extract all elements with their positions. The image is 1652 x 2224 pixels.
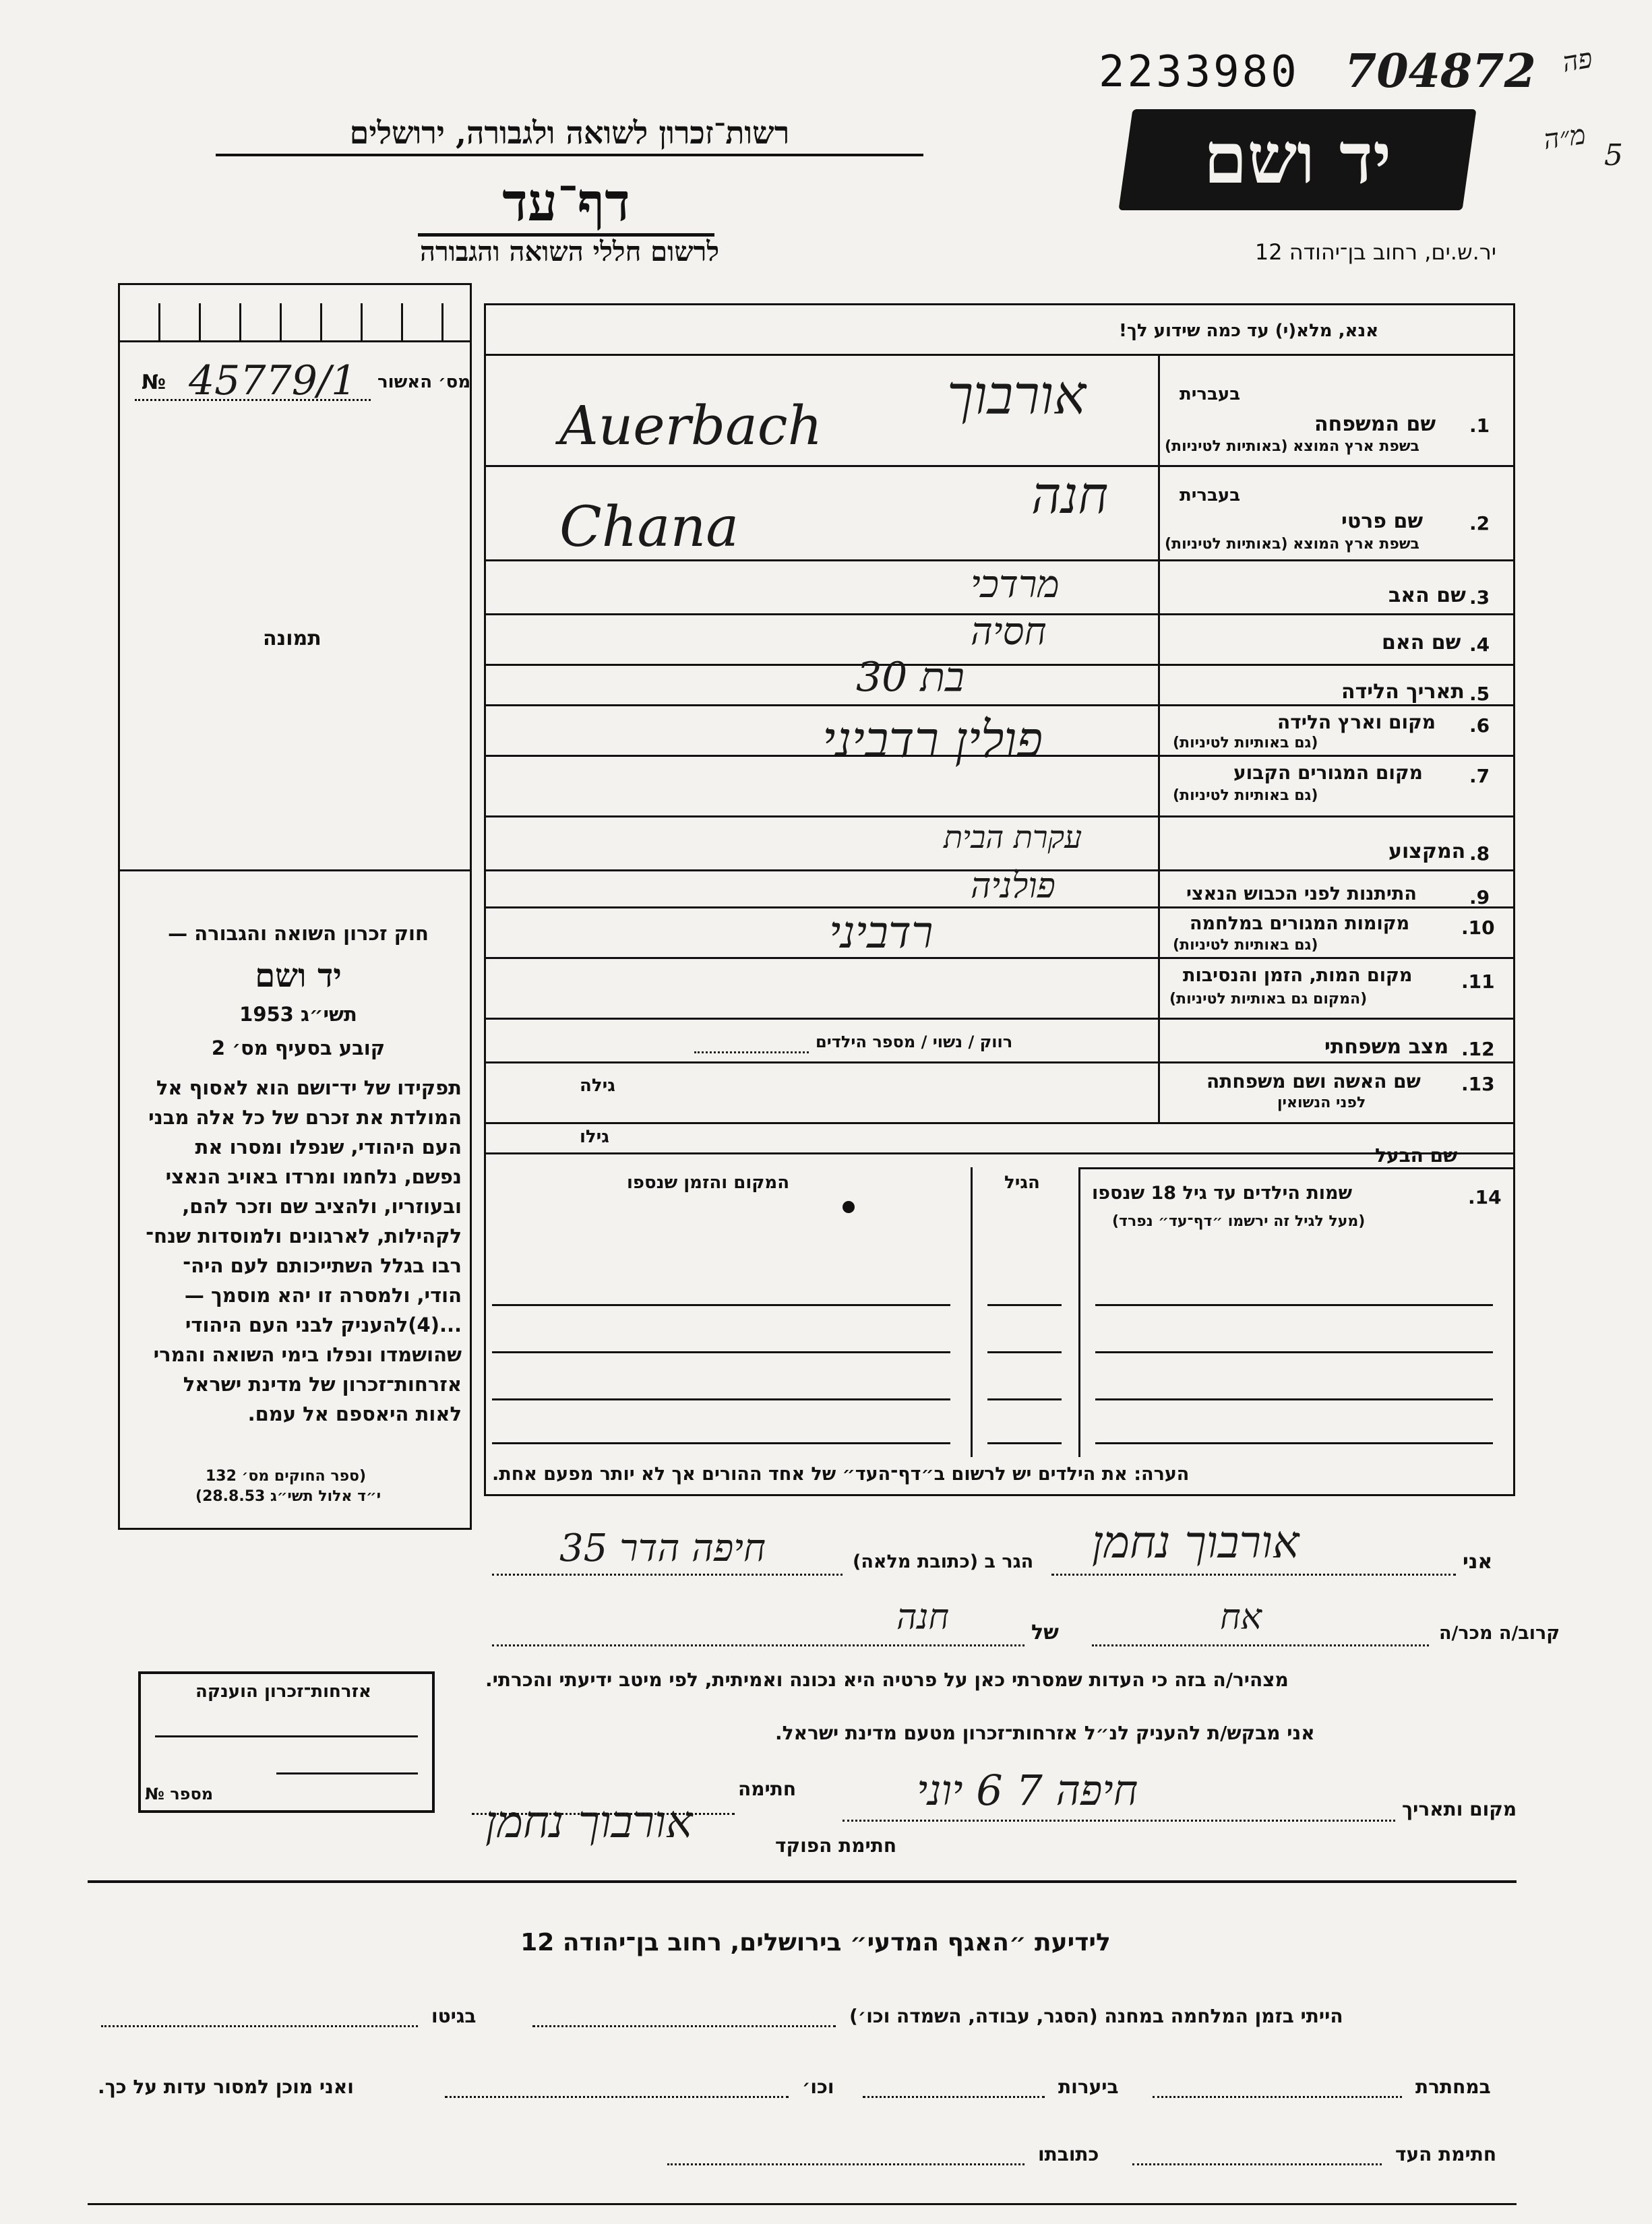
place-date-value: חיפה 7 6 יוני bbox=[917, 1766, 1138, 1815]
prewar-label: התיתנות לפני הכבוש הנאצי bbox=[1186, 884, 1417, 904]
field-number: 8. bbox=[1469, 842, 1490, 865]
child-row-line bbox=[492, 1351, 950, 1353]
age-label: גילה bbox=[580, 1076, 615, 1096]
bottom-line2-a: במחתרת bbox=[1415, 2076, 1491, 2098]
row-divider bbox=[484, 1122, 1515, 1124]
prewar-value: פולניה bbox=[971, 866, 1056, 906]
approval-ticks bbox=[118, 303, 472, 344]
fill-line bbox=[532, 2025, 836, 2027]
photo-label: תמונה bbox=[263, 627, 322, 650]
bottom-line1-a: הייתי בזמן המלחמה במחנה (הסגר, עבודה, השמדה וכו׳) bbox=[849, 2005, 1343, 2027]
handwritten-number: 704872 bbox=[1345, 44, 1536, 98]
bottom-line3-b: כתובתו bbox=[1038, 2143, 1099, 2165]
instruction-divider bbox=[484, 354, 1515, 356]
logo-text: יד ושם bbox=[1203, 117, 1392, 199]
row-divider bbox=[484, 465, 1515, 467]
child-row-line bbox=[492, 1304, 950, 1306]
children-label: שמות הילדים עד גיל 18 שנספו bbox=[1092, 1183, 1353, 1204]
corner-note-1: פה bbox=[1560, 42, 1595, 79]
child-row-line bbox=[1095, 1398, 1493, 1400]
bottom-title: לידיעת ״האגף המדעי״ בירושלים, רחוב בן־יהודה 12 bbox=[520, 1929, 1111, 1956]
row-divider bbox=[484, 1018, 1515, 1020]
bottom-line2-b: ביערות bbox=[1058, 2076, 1119, 2098]
law-line: לאות היאספם אל עמם. bbox=[247, 1402, 462, 1425]
corner-note-2: מ״ה bbox=[1541, 119, 1588, 156]
row-divider bbox=[484, 755, 1515, 757]
approval-number: 45779/1 bbox=[189, 357, 357, 404]
org-title: רשות־זכרון לשואה ולגבורה, ירושלים bbox=[216, 115, 923, 156]
form-instruction: אנא, מלא(י) עד כמה שידוע לך! bbox=[1119, 321, 1379, 341]
bottom-line2-d: ואני מוכן למסור עדות על כך. bbox=[98, 2076, 354, 2098]
fill-line bbox=[863, 2096, 1045, 2098]
approval-label: מס׳ האשור bbox=[377, 372, 471, 392]
mother-name-value: חסיה bbox=[971, 610, 1047, 654]
law-line: לקהילות, לארגונים ולמוסדות שנח־ bbox=[146, 1225, 462, 1247]
bottom-line2-c: וכו׳ bbox=[802, 2076, 834, 2098]
law-line: הודי, ולמסרה זו יהא מוסמך — bbox=[184, 1284, 462, 1307]
marital-options: רווק / נשוי / מספר הילדים bbox=[816, 1032, 1013, 1051]
row-divider bbox=[1078, 1167, 1515, 1169]
wartime-residence-label: מקומות המגורים במלחמה bbox=[1190, 913, 1410, 934]
children-col-age: הגיל bbox=[1004, 1173, 1040, 1193]
children-col-place: המקום והזמן שנספו bbox=[627, 1173, 790, 1193]
of-label: של bbox=[1031, 1621, 1059, 1644]
law-year: תשי״ג 1953 bbox=[239, 1003, 357, 1026]
law-title: חוק זכרון השואה והגבורה — bbox=[168, 922, 429, 945]
stamp-line bbox=[155, 1735, 418, 1737]
fill-line bbox=[667, 2163, 1024, 2165]
punch-hole bbox=[843, 1201, 855, 1213]
child-row-line bbox=[987, 1304, 1062, 1306]
law-name: יד ושם bbox=[255, 957, 342, 995]
age-label-2: גילו bbox=[580, 1127, 609, 1147]
marital-dotted-line bbox=[694, 1051, 809, 1053]
profession-value: עקרת הבית bbox=[944, 819, 1082, 855]
declarant-address-line bbox=[492, 1574, 843, 1576]
birthplace-label: מקום וארץ הלידה bbox=[1277, 711, 1436, 733]
fill-line bbox=[1132, 2163, 1382, 2165]
label-column-divider bbox=[1158, 354, 1160, 1122]
page-subtitle: לרשום חללי השואה והגבורה bbox=[419, 236, 720, 268]
declarant-i-label: אני bbox=[1463, 1550, 1493, 1574]
latin-note: (גם באותיות לטיניות) bbox=[1173, 937, 1318, 954]
stamp-line bbox=[276, 1772, 418, 1774]
bottom-line3-a: חתימת העד bbox=[1395, 2143, 1497, 2165]
law-section: קובע בסעיף מס׳ 2 bbox=[211, 1037, 386, 1059]
fill-line bbox=[1153, 2096, 1402, 2098]
field-number: 7. bbox=[1469, 765, 1490, 787]
signature-label: חתימה bbox=[738, 1778, 797, 1800]
spouse-name-sub: לפני הנשואין bbox=[1277, 1094, 1366, 1111]
lang-origin-label: בשפת ארץ המוצא (באותיות לטיניות) bbox=[1165, 536, 1419, 553]
law-line: ובעוזריו, ולהציב שם וזכר להם, bbox=[182, 1195, 462, 1218]
law-line: תפקידו של יד־ושם הוא לאסוף אל bbox=[156, 1076, 462, 1099]
field-number: 4. bbox=[1469, 634, 1490, 656]
family-name-label: שם המשפחה bbox=[1314, 412, 1436, 436]
approval-underline bbox=[135, 399, 371, 401]
birthplace-value: פולין רדביני bbox=[822, 711, 1043, 769]
family-name-latin: Auerbach bbox=[559, 394, 823, 457]
row-divider bbox=[484, 957, 1515, 959]
field-number: 2. bbox=[1469, 512, 1490, 534]
place-date-line bbox=[843, 1820, 1395, 1822]
father-name-value: מרדכי bbox=[971, 563, 1060, 607]
request-text: אני מבקש/ת להעניק לנ״ל אזרחות־זכרון מטעם מדינת ישראל. bbox=[775, 1722, 1315, 1744]
field-number: 14. bbox=[1468, 1186, 1502, 1208]
declare-text: מצהיר/ה בזה כי העדות שמסרתי כאן על פרטיה היא נכונה ואמיתית, לפי מיטב ידיעתי והכרתי. bbox=[485, 1669, 1289, 1691]
stamp-number-label: מספר № bbox=[145, 1785, 214, 1803]
first-name-label: שם פרטי bbox=[1341, 509, 1424, 533]
relation-line bbox=[1092, 1644, 1429, 1646]
field-number: 6. bbox=[1469, 714, 1490, 737]
child-row-line bbox=[987, 1398, 1062, 1400]
row-divider bbox=[484, 815, 1515, 817]
law-footnote-1: (ספר החוקים מס׳ 132 bbox=[206, 1468, 367, 1485]
law-line: ...(4)להעניק לבני העם היהודי bbox=[185, 1314, 462, 1336]
stamp-title: אזרחות־זכרון הוענקה bbox=[195, 1681, 371, 1702]
latin-note: (גם באותיות לטיניות) bbox=[1173, 787, 1318, 804]
row-divider bbox=[484, 559, 1515, 561]
row-divider bbox=[484, 1061, 1515, 1063]
family-name-hebrew: אורבוך bbox=[947, 364, 1087, 427]
field-number: 10. bbox=[1461, 917, 1495, 939]
declarant-address: חיפה הדר 35 bbox=[559, 1526, 766, 1570]
place-date-label: מקום ותאריך bbox=[1402, 1798, 1517, 1820]
declarant-name: אורבוך נחמן bbox=[1092, 1516, 1299, 1568]
law-footnote-2: י״ד אלול תשי״ג 28.8.53) bbox=[195, 1488, 381, 1505]
law-line: שהושמדו ונפלו בימי השואה והמרי bbox=[153, 1343, 462, 1366]
children-sub: (מעל לגיל זה ירשמו ״דף־עד״ נפרד) bbox=[1112, 1213, 1366, 1230]
bottom-line1-b: בגיטו bbox=[431, 2005, 477, 2027]
official-signature-label: חתימת הפוקד bbox=[775, 1834, 897, 1857]
law-text bbox=[125, 1073, 462, 1429]
declarant-name-line bbox=[1051, 1574, 1456, 1576]
relation-of-value: חנה bbox=[896, 1597, 950, 1638]
birth-date-value: בת 30 bbox=[856, 654, 965, 701]
relation-of-line bbox=[492, 1644, 1024, 1646]
field-number: 1. bbox=[1469, 414, 1490, 437]
death-place-label: מקום המות, הזמן והנסיבות bbox=[1183, 965, 1413, 986]
field-number: 5. bbox=[1469, 683, 1490, 705]
lang-hebrew-label: בעברית bbox=[1180, 384, 1241, 404]
lang-origin-label: בשפת ארץ המוצא (באותיות לטיניות) bbox=[1165, 438, 1419, 455]
fill-line bbox=[445, 2096, 789, 2098]
children-col-2 bbox=[971, 1167, 973, 1457]
first-name-latin: Chana bbox=[559, 495, 739, 559]
latin-note: (גם באותיות לטיניות) bbox=[1173, 735, 1318, 751]
mother-name-label: שם האם bbox=[1382, 631, 1461, 654]
residence-label: מקום המגורים הקבוע bbox=[1233, 762, 1423, 784]
first-name-hebrew: חנה bbox=[1031, 465, 1109, 525]
child-row-line bbox=[987, 1442, 1062, 1444]
bottom-divider bbox=[88, 1880, 1517, 1883]
page-title: דף־עד bbox=[418, 172, 714, 237]
child-row-line bbox=[1095, 1304, 1493, 1306]
fill-line bbox=[101, 2025, 418, 2027]
child-row-line bbox=[1095, 1442, 1493, 1444]
child-row-line bbox=[492, 1442, 950, 1444]
row-divider bbox=[484, 664, 1515, 666]
signature-value: אורבוך נחמן bbox=[485, 1796, 693, 1848]
field-number: 12. bbox=[1461, 1038, 1495, 1060]
approval-no-mark: № bbox=[142, 371, 166, 394]
profession-label: המקצוע bbox=[1388, 840, 1466, 863]
children-note: הערה: את הילדים יש לרשום ב״דף־העד״ של אחד ההורים אך לא יותר מפעם אחת. bbox=[492, 1464, 1190, 1485]
row-divider bbox=[484, 906, 1515, 908]
field-number: 11. bbox=[1461, 970, 1495, 993]
law-line: העם היהודי, שנפלו ומסרו את bbox=[195, 1136, 462, 1159]
address: יר.ש.ים, רחוב בן־יהודה 12 bbox=[1254, 239, 1496, 265]
lang-hebrew-label: בעברית bbox=[1180, 485, 1241, 505]
field-number: 3. bbox=[1469, 586, 1490, 609]
father-name-label: שם האב bbox=[1388, 584, 1466, 607]
law-line: אזרחות־זכרון של מדינת ישראל bbox=[183, 1373, 462, 1396]
row-divider bbox=[484, 704, 1515, 706]
photo-divider bbox=[118, 869, 472, 871]
husband-name-label: שם הבעל bbox=[1375, 1144, 1458, 1167]
document-number: 2233980 bbox=[1099, 47, 1299, 97]
death-place-sub: (המקום גם באותיות לטיניות) bbox=[1169, 991, 1368, 1008]
residing-label: הגר ב (כתובת מלאה) bbox=[853, 1551, 1034, 1572]
corner-note-3: 5 bbox=[1604, 138, 1623, 173]
field-number: 9. bbox=[1469, 886, 1490, 908]
marital-label: מצב משפחתי bbox=[1324, 1035, 1449, 1059]
field-number: 13. bbox=[1461, 1073, 1495, 1095]
child-row-line bbox=[1095, 1351, 1493, 1353]
relation-value: אח bbox=[1220, 1597, 1262, 1638]
birth-date-label: תאריך הלידה bbox=[1341, 680, 1465, 704]
spouse-name-label: שם האשה ושם משפחתה bbox=[1206, 1070, 1421, 1092]
law-line: נפשם, נלחמו ומרדו באויב הנאצי bbox=[165, 1165, 462, 1188]
child-row-line bbox=[987, 1351, 1062, 1353]
child-row-line bbox=[492, 1398, 950, 1400]
signature-line bbox=[472, 1813, 735, 1815]
row-divider bbox=[484, 1152, 1515, 1154]
law-line: רבו בגלל השתייכותם לעם היה־ bbox=[183, 1254, 462, 1277]
relation-label: קרוב/ה מכר/ה bbox=[1439, 1623, 1560, 1644]
children-col-1 bbox=[1078, 1167, 1080, 1457]
law-line: המולדת את זכרם של כל אלה מבני bbox=[148, 1106, 462, 1129]
wartime-residence-value: רדביני bbox=[829, 906, 934, 958]
